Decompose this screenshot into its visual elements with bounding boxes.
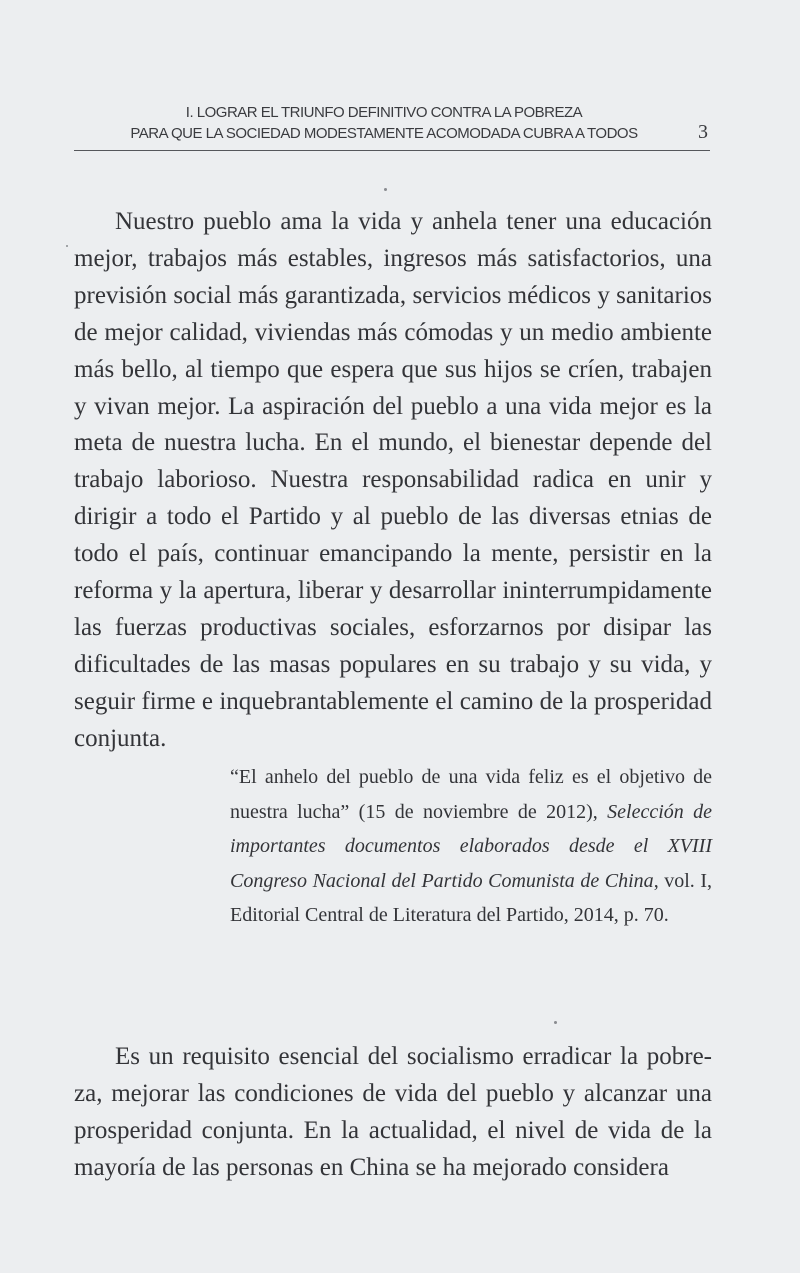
quotation-citation — [230, 760, 712, 933]
citation-lead: “El anhelo del pueblo de una vida feliz es el objetivo de nuestra lucha” (15 de noviembre de 2012), — [230, 766, 712, 823]
body-paragraph-2 — [74, 1039, 712, 1187]
chapter-title — [74, 102, 694, 144]
body-paragraph-2-text: Es un requisito esencial del socialismo erradicar la pobreza, mejorar las condiciones de vida del pueblo y alcanzar una prosperidad conjunta. En la actualidad, el nivel de vida de la mayoría de las personas en China se ha mejorado considera — [74, 1043, 712, 1181]
body-paragraph-1-text: Nuestro pueblo ama la vida y anhela tener una educación mejor, trabajos más estables, ingresos más satisfactorios, una previsión social más garantizada, servicios médicos y sanitarios de mejor calidad, viviendas más cómodas y un medio ambiente más bello, al tiempo que espera que sus hijos se críen, trabajen y vivan mejor. La aspiración del pueblo a una vida mejor es la meta de nuestra lucha. En el mundo, el bienestar depende del trabajo laborioso. Nuestra responsabilidad radica en unir y dirigir a todo el Partido y al pueblo de las diversas etnias de todo el país, continuar emancipando la mente, persistir en la reforma y la apertura, liberar y desarrollar ininterrumpidamente las fuerzas productivas sociales, esforzarnos por disipar las dificultades de las masas populares en su trabajo y su vida, y seguir firme e inquebrantablemente el camino de la prosperidad conjunta. — [74, 208, 712, 752]
chapter-title-line-2: PARA QUE LA SOCIEDAD MODESTAMENTE ACOMODADA CUBRA A TODOS — [130, 125, 638, 142]
paper-speck — [384, 188, 387, 191]
body-paragraph-1 — [74, 204, 712, 758]
chapter-title-line-1: I. LOGRAR EL TRIUNFO DEFINITIVO CONTRA LA POBREZA — [185, 104, 583, 121]
paper-speck — [554, 1021, 557, 1024]
citation-book-title: Selección de importantes documentos elaborados desde el XVIII Congreso Nacional del Partido Comunista de China — [230, 800, 713, 892]
page-number: 3 — [698, 121, 708, 143]
running-header — [74, 98, 710, 151]
citation-tail: , vol. I, Editorial Central de Literatura del Partido, 2014, p. 70. — [230, 869, 713, 927]
paper-speck — [66, 245, 68, 247]
